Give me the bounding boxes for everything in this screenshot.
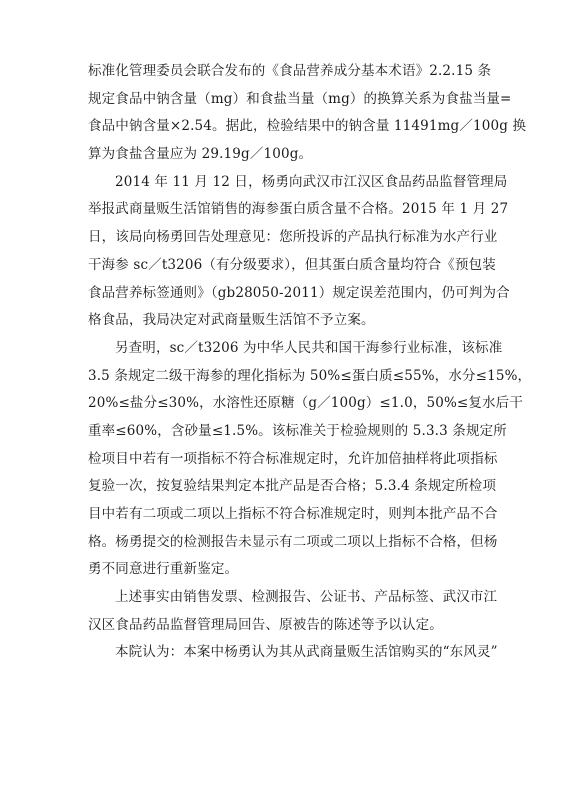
text-line: 干海参 sc／t3206（有分级要求），但其蛋白质含量均符合《预包装 [88, 256, 496, 273]
text-line: 举报武商量贩生活馆销售的海参蛋白质含量不合格。2015 年 1 月 27 [88, 201, 509, 218]
text-line: 规定食品中钠含量（mg）和食盐当量（mg）的换算关系为食盐当量= [88, 90, 512, 107]
text-line: 20%≤盐分≤30%，水溶性还原糖（g／100g）≤1.0，50%≤复水后干 [88, 395, 523, 412]
text-line: 3.5 条规定二级干海参的理化指标为 50%≤蛋白质≤55%，水分≤15%， [88, 367, 532, 384]
text-line: 复验一次，按复验结果判定本批产品是否合格；5.3.4 条规定所检项 [88, 478, 497, 495]
text-line: 标准化管理委员会联合发布的《食品营养成分基本术语》2.2.15 条 [88, 63, 492, 79]
paragraph-first-line: 另查明，sc／t3206 为中华人民共和国干海参行业标准，该标准 [115, 339, 503, 356]
text-line: 勇不同意进行重新鉴定。 [88, 561, 239, 578]
text-line: 重率≤60%，含砂量≤1.5%。该标准关于检验规则的 5.3.3 条规定所 [88, 422, 507, 439]
text-line: 检项目中若有一项指标不符合标准规定时，允许加倍抽样将此项指标 [88, 450, 498, 467]
text-line: 汉区食品药品监督管理局回告、原被告的陈述等予以认定。 [88, 616, 443, 633]
text-line: 算为食盐含量应为 29.19g／100g。 [88, 146, 313, 163]
body-text [88, 58, 532, 667]
text-line: 格食品，我局决定对武商量贩生活馆不予立案。 [88, 312, 375, 329]
text-line: 目中若有二项或二项以上指标不符合标准规定时，则判本批产品不合 [88, 506, 498, 522]
text-line: 日，该局向杨勇回告处理意见：您所投诉的产品执行标准为水产行业 [88, 229, 498, 246]
paragraph-first-line: 本院认为：本案中杨勇认为其从武商量贩生活馆购买的“东风灵” [115, 644, 498, 661]
text-line: 格。杨勇提交的检测报告未显示有二项或二项以上指标不合格，但杨 [88, 533, 498, 550]
paragraph-first-line: 2014 年 11 月 12 日，杨勇向武汉市江汉区食品药品监督管理局 [115, 173, 508, 190]
text-line: 食品营养标签通则》（gb28050-2011）规定误差范围内，仍可判为合 [88, 284, 510, 301]
paragraph-first-line: 上述事实由销售发票、检测报告、公证书、产品标签、武汉市江 [115, 589, 498, 606]
text-line: 食品中钠含量×2.54。据此，检验结果中的钠含量 11491mg／100g 换 [88, 118, 527, 135]
